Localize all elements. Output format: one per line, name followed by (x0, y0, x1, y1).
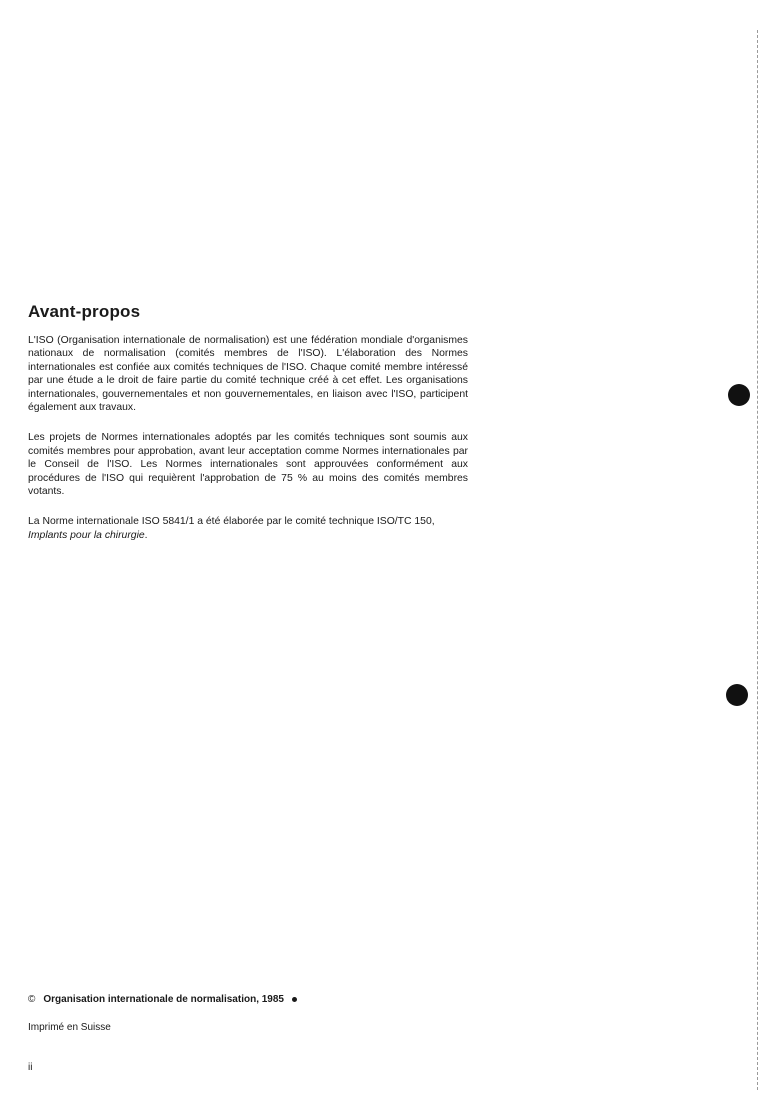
copyright-text: Organisation internationale de normalisation, 1985 (43, 994, 284, 1005)
punch-hole (728, 384, 750, 406)
committee-text: La Norme internationale ISO 5841/1 a été élaborée par le comité technique ISO/TC 150, (28, 516, 435, 528)
bullet-dot-icon (292, 997, 297, 1002)
foreword-body (28, 334, 468, 559)
page-number: ii (28, 1062, 33, 1073)
punch-hole (726, 684, 748, 706)
committee-text-end: . (144, 529, 148, 541)
paragraph-iso-intro: L'ISO (Organisation internationale de normalisation) est une fédération mondiale d'organismes nationaux de normalisation (comités membres de l'ISO). L'élaboration des Normes internationales est confiée aux comités techniques de l'ISO. Chaque comité membre intéressé par une étude a le droit de faire partie du comité technique créé à cet effet. Les organisations internationales, gouvernementales et non gouvernementales, en liaison avec l'ISO, participent également aux travaux. (28, 335, 468, 414)
page-edge-perforation (757, 30, 758, 1090)
printed-in: Imprimé en Suisse (28, 1022, 111, 1033)
committee-title: Implants pour la chirurgie (28, 529, 145, 541)
paragraph-approval: Les projets de Normes internationales adoptés par les comités techniques sont soumis aux comités membres pour approbation, avant leur acceptation comme Normes internationales par le Conseil de l'ISO. Les Normes internationales sont approuvées conformément aux procédures de l'ISO qui requièrent l'approbation de 75 % au moins des comités membres votants. (28, 432, 468, 498)
copyright-line (28, 994, 297, 1005)
section-heading: Avant-propos (28, 302, 141, 321)
paragraph-committee (28, 515, 468, 542)
copyright-icon: © (28, 994, 36, 1005)
